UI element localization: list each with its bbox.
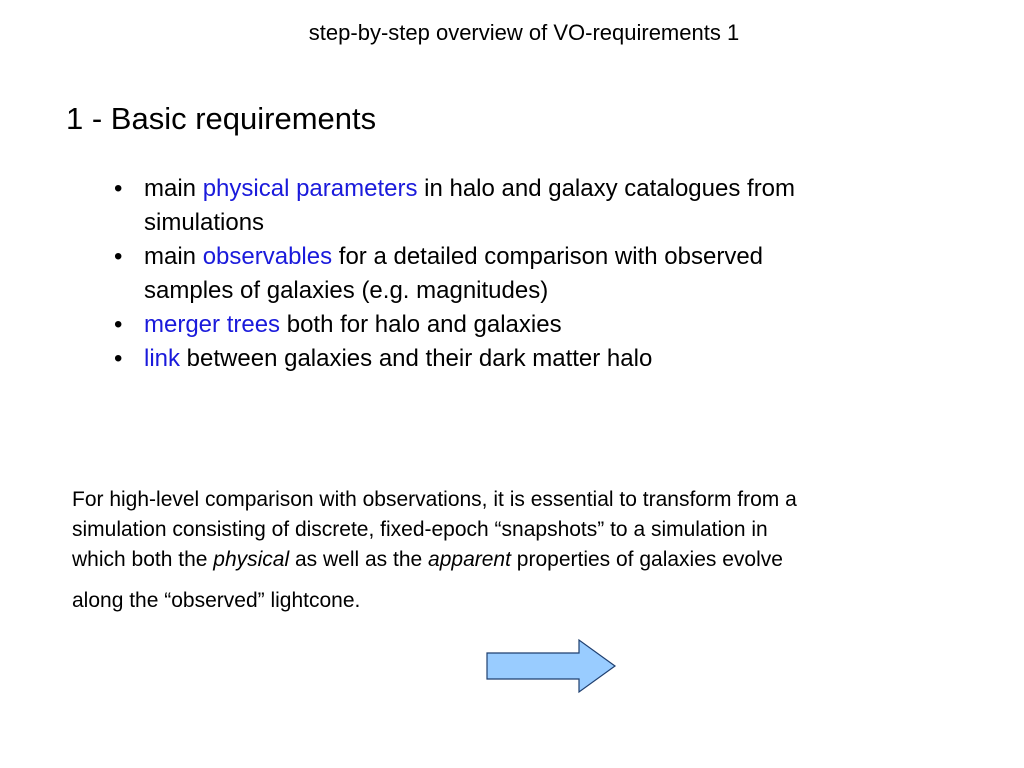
summary-paragraph [72, 485, 972, 616]
paragraph-text: which both the [72, 548, 214, 571]
emphasis-physical: physical [213, 548, 290, 571]
list-item [114, 342, 974, 376]
bullet-text: in halo and galaxy catalogues from [417, 175, 796, 202]
bullet-icon: • [114, 345, 123, 372]
bullet-text: both for halo and galaxies [280, 311, 562, 338]
bullet-text: between galaxies and their dark matter halo [180, 345, 653, 372]
bullet-icon: • [114, 311, 123, 338]
list-item [114, 172, 974, 240]
slide-title: step-by-step overview of VO-requirements 1 [308, 20, 740, 45]
bullet-continuation: simulations [144, 209, 265, 236]
right-arrow-icon[interactable] [485, 638, 617, 694]
bullet-text: main [144, 243, 203, 270]
list-item [114, 240, 974, 308]
paragraph-line: simulation consisting of discrete, fixed-epoch “snapshots” to a simulation in [72, 518, 768, 541]
list-item [114, 308, 974, 342]
paragraph-line [72, 545, 972, 575]
section-heading: 1 - Basic requirements [66, 101, 377, 136]
bullet-icon: • [114, 175, 123, 202]
highlight-term: link [144, 345, 181, 372]
paragraph-text: as well as the [289, 548, 429, 571]
bullet-icon: • [114, 243, 123, 270]
highlight-term: observables [202, 243, 333, 270]
paragraph-text: properties of galaxies evolve [510, 548, 783, 571]
bullet-text: for a detailed comparison with observed [332, 243, 764, 270]
highlight-term: merger trees [144, 311, 281, 338]
bullet-text: main [144, 175, 203, 202]
highlight-term: physical parameters [202, 175, 418, 202]
paragraph-line: For high-level comparison with observations, it is essential to transform from a [72, 488, 797, 511]
emphasis-apparent: apparent [428, 548, 511, 571]
paragraph-line: along the “observed” lightcone. [72, 589, 361, 612]
bullet-continuation: samples of galaxies (e.g. magnitudes) [144, 277, 549, 304]
requirements-list [114, 172, 974, 376]
arrow-shape[interactable] [487, 640, 615, 692]
